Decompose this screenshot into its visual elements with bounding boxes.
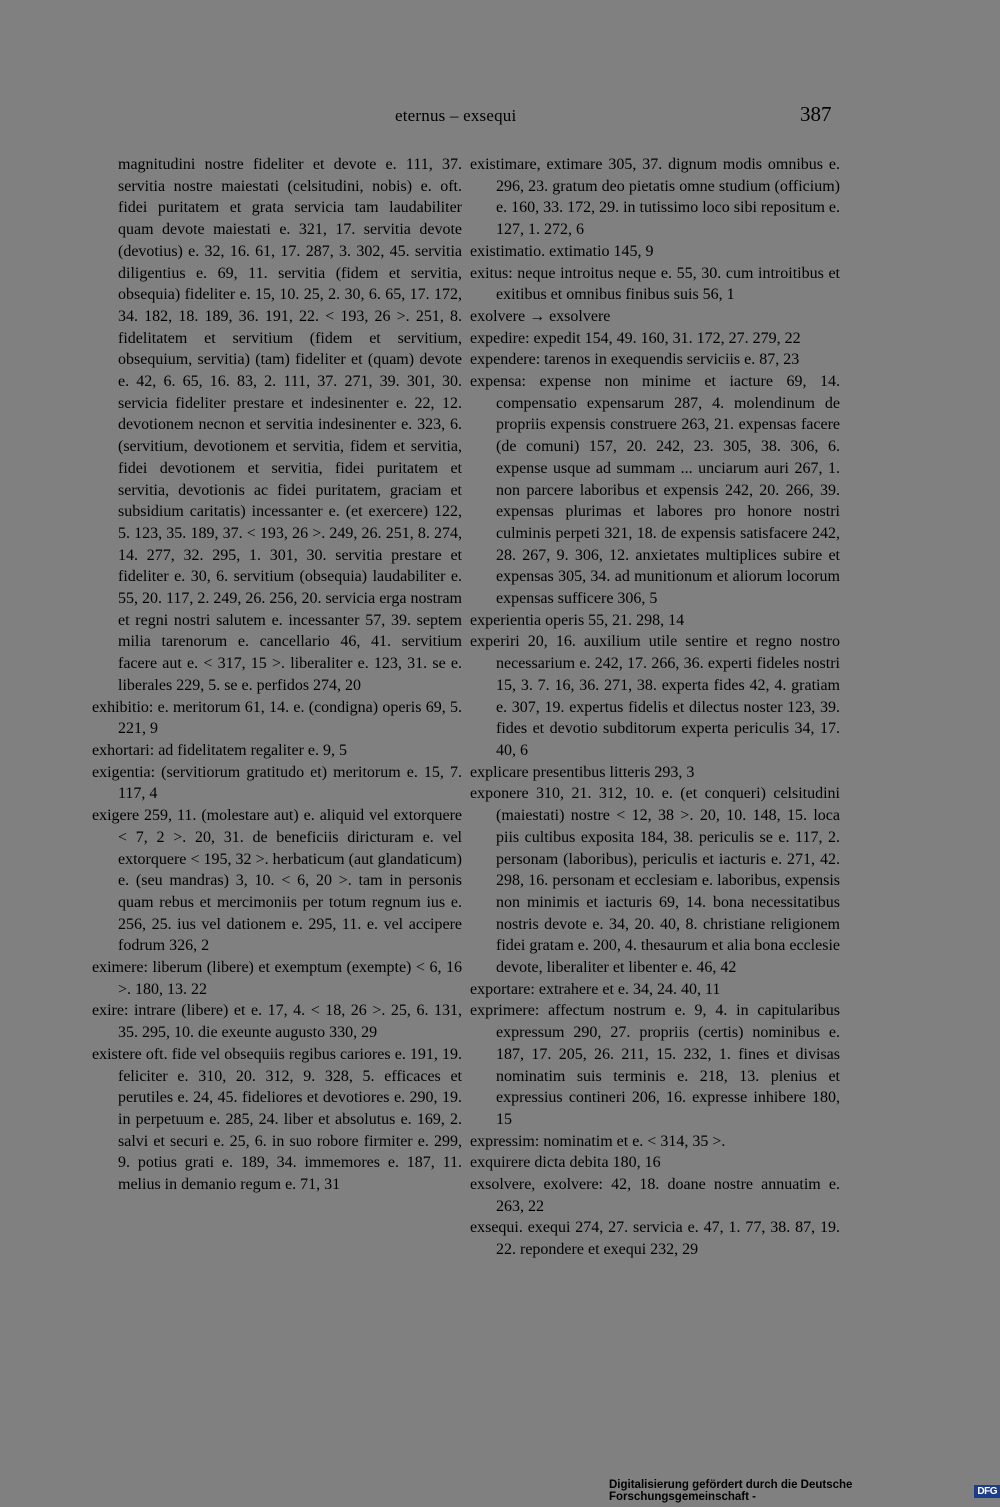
index-entry: existimatio. extimatio 145, 9	[470, 242, 654, 260]
index-entry: eximere: liberum (libere) et exemptum (exempte) < 6, 16 >. 180, 13. 22	[92, 959, 466, 998]
running-title: eternus – exsequi	[395, 106, 517, 125]
index-entry: exitus: neque introitus neque e. 55, 30. cum introitibus et exitibus et omnibus finibus suis 56, 1	[470, 264, 844, 304]
index-entry: exigere 259, 11. (molestare aut) e. aliquid vel extorquere < 7, 2 >. 20, 31. de beneficiis diricturam e. vel extorquere < 195, 32 >. herbaticum (aut glandaticum) e. (seu mandras) 3, 10. < 6, 20 >. tam in personis quam rebus et mercimoniis per totum regnum ius e. 256, 25. ius vel dationem e. 295, 11. e. vel accipere fodrum 326, 2	[92, 807, 466, 955]
index-entry: experientia operis 55, 21. 298, 14	[470, 611, 685, 629]
index-entry: exhortari: ad fidelitatem regaliter e. 9, 5	[92, 741, 347, 759]
index-entry: existimare, extimare 305, 37. dignum modis omnibus e. 296, 23. gratum deo pietatis omne studium (officium) e. 160, 33. 172, 29. in tutissimo loco sibi repositum e. 127, 1. 272, 6	[470, 156, 844, 239]
index-entry: existere oft. fide vel obsequiis regibus cariores e. 191, 19. feliciter e. 310, 20. 312, 9. 328, 5. efficaces et perutiles e. 24, 45. fideliores et devotiores e. 290, 19. in perpetuum e. 285, 24. liber et absolutus e. 169, 2. salvi et securi e. 25, 6. in suo robore firmiter e. 299, 9. potius grati e. 189, 34. immemores e. 187, 11. melius in demanio regum e. 71, 31	[92, 1045, 466, 1194]
index-entry: expressim: nominatim et e. < 314, 35 >.	[470, 1132, 726, 1150]
index-entry: magnitudini nostre fideliter et devote e. 111, 37. servitia nostre maiestati (celsitudini, nobis) e. oft. fidei puritatem et grata servicia tam laudabiliter quam devote maiestati e. 321, 17. servitia devote (devotius) e. 32, 16. 61, 17. 287, 3. 302, 45. servitia diligentius e. 69, 11. servitia (fidem et servitia, obsequia) fideliter e. 15, 10. 25, 2. 30, 6. 65, 17. 172, 34. 182, 18. 189, 36. 191, 22. < 193, 26 >. 251, 8. fidelitatem et servitium (fidem et servitium, obsequium, servitia) (tam) fideliter et (quam) devote e. 42, 6. 65, 16. 83, 2. 111, 37. 271, 39. 301, 30. servicia fideliter prestare et indesinenter e. 22, 12. devotionem necnon et servitia indesinenter e. 323, 6. (servitium, devotionem et servitia, fidem et servitia, fidei devotionem et servitia, fidei puritatem et servitia, devotionis ac fidei puritatem, graciam et subsidium caritatis) incessanter e. (et exercere) 122, 5. 123, 35. 189, 37. < 193, 26 >. 249, 26. 251, 8. 274, 14. 277, 32. 295, 1. 301, 30. servitia prestare et fideliter e. 30, 6. servitium (obsequia) laudabiliter e. 55, 20. 117, 2. 249, 26. 256, 20. servicia erga nostram et regni nostri salutem e. incessanter 57, 39. septem milia tarenorum e. cancellario 46, 41. servitium facere aut e. < 317, 15 >. liberaliter e. 123, 31. se e. liberales 229, 5. se e. perfidos 274, 20	[118, 156, 466, 694]
index-entry: experiri 20, 16. auxilium utile sentire et regno nostro necessarium e. 242, 17. 266, 36. experti fideles nostri 15, 3. 7. 16, 36. 271, 38. experta fides 42, 4. gratiam e. 307, 19. expertus fidelis et dilectus noster 123, 39. fides et devotio subditorum experta periculis 34, 17. 40, 6	[470, 633, 844, 759]
index-entry: expedire: expedit 154, 49. 160, 31. 172, 27. 279, 22	[470, 329, 801, 347]
index-entry: exolvere → exsolvere	[470, 307, 611, 325]
index-entry: exportare: extrahere et e. 34, 24. 40, 11	[470, 980, 721, 998]
index-entry: exquirere dicta debita 180, 16	[470, 1154, 661, 1172]
page-number: 387	[800, 102, 832, 126]
index-entry: exhibitio: e. meritorum 61, 14. e. (condigna) operis 69, 5. 221, 9	[92, 698, 466, 738]
index-entry: exsolvere, exolvere: 42, 18. doane nostre annuatim e. 263, 22	[470, 1176, 844, 1215]
index-entry: exire: intrare (libere) et e. 17, 4. < 18, 26 >. 25, 6. 131, 35. 295, 10. die exeunte augusto 330, 29	[92, 1002, 466, 1042]
footer-credit	[609, 1479, 1000, 1503]
index-entry: exponere 310, 21. 312, 10. e. (et conqueri) celsitudini (maiestati) nostre < 12, 38 >. 20, 10. 148, 15. loca piis cultibus exposita 184, 38. periculis se e. 117, 2. personam (laboribus), periculis et iacturis e. 271, 42. 298, 16. personam et ecclesiam e. laboribus, expensis non minimis et iacturis 69, 14. bona necessitatibus nostris devote e. 34, 20. 40, 8. christiane religionem fidei gratam e. 200, 4. thesaurum et alia bona ecclesie devote, liberaliter et libenter e. 46, 42	[470, 785, 844, 977]
index-entry: expendere: tarenos in exequendis serviciis e. 87, 23	[470, 351, 800, 369]
index-entry: exsequi. exequi 274, 27. servicia e. 47, 1. 77, 38. 87, 19. 22. repondere et exequi 232, 29	[470, 1219, 844, 1259]
running-head	[0, 104, 1000, 134]
index-entry: exigentia: (servitiorum gratitudo et) meritorum e. 15, 7. 117, 4	[92, 763, 466, 803]
left-column	[92, 154, 466, 1196]
right-column	[470, 154, 844, 1261]
index-entry: exprimere: affectum nostrum e. 9, 4. in capitularibus expressum 290, 27. propriis (certis) nominibus e. 187, 17. 205, 26. 211, 15. 232, 1. fines et divisas nominatim suis terminis e. 218, 13. plenius et expressius contineri 206, 16. expresse inhibere 180, 15	[470, 1002, 844, 1128]
index-entry: expensa: expense non minime et iacture 69, 14. compensatio expensarum 287, 4. molendinum de propriis expensis construere 263, 21. expensas facere (de comuni) 157, 20. 242, 23. 305, 38. 306, 6. expense usque ad summam ... unciarum auri 267, 1. non parcere laboribus et expensis 242, 20. 266, 39. expensas plurimas et labores pro honore nostri culminis perpeti 321, 18. de expensis satisfacere 242, 28. 267, 9. 306, 12. anxietates multiplices subire et expensas 305, 34. ad munitionum et aliorum locorum expensas sufficere 306, 5	[470, 373, 844, 608]
index-entry: explicare presentibus litteris 293, 3	[470, 763, 695, 781]
footer-text: Digitalisierung gefördert durch die Deutsche Forschungsgemeinschaft -	[609, 1479, 853, 1503]
dfg-logo: DFG	[974, 1485, 1000, 1498]
